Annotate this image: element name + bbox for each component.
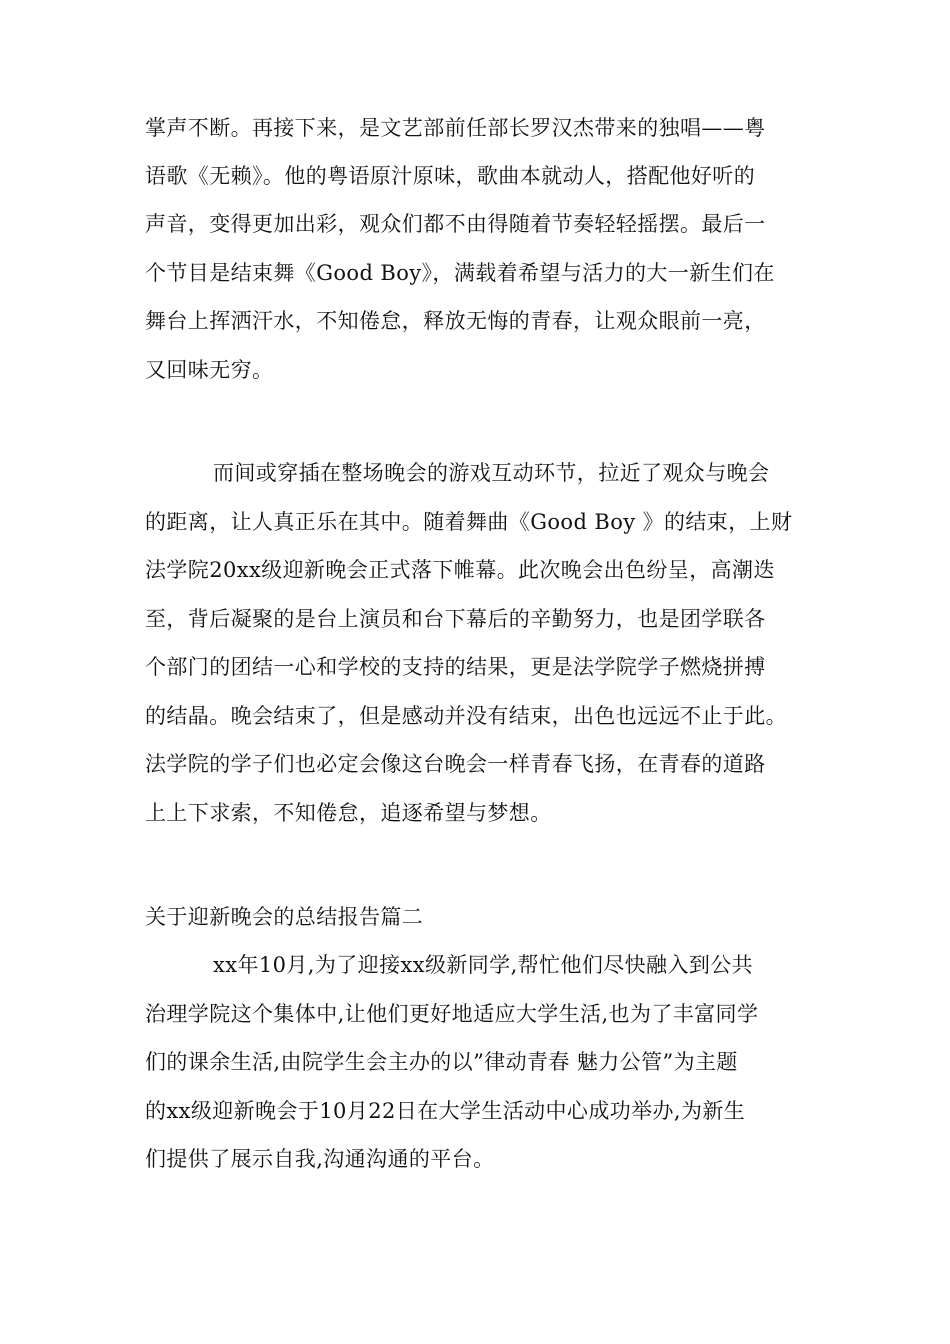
paragraph-2-line: 个部门的团结一心和学校的支持的结果，更是法学院学子燃烧拼搏 (145, 655, 766, 679)
paragraph-3-line: 治理学院这个集体中,让他们更好地适应大学生活,也为了丰富同学 (145, 1002, 759, 1026)
paragraph-1-line: 声音，变得更加出彩，观众们都不由得随着节奏轻轻摇摆。最后一 (145, 212, 766, 236)
paragraph-2-line: 法学院的学子们也必定会像这台晚会一样青春飞扬，在青春的道路 (145, 752, 766, 776)
paragraph-1-line: 又回味无穷。 (145, 358, 274, 382)
paragraph-2-line: 至，背后凝聚的是台上演员和台下幕后的辛勤努力，也是团学联各 (145, 607, 766, 631)
paragraph-3-line: 们的课余生活,由院学生会主办的以”律动青春 魅力公管”为主题 (145, 1050, 738, 1074)
paragraph-3-line: xx年10月,为了迎接xx级新同学,帮忙他们尽快融入到公共 (213, 953, 754, 977)
paragraph-2-line: 的结晶。晚会结束了，但是感动并没有结束，出色也远远不止于此。 (145, 704, 787, 728)
paragraph-2-line: 的距离，让人真正乐在其中。随着舞曲《Good Boy 》的结束，上财 (145, 510, 793, 534)
paragraph-1-line: 舞台上挥洒汗水，不知倦怠，释放无悔的青春，让观众眼前一亮， (145, 309, 766, 333)
paragraph-1-line: 语歌《无赖》。他的粤语原汁原味，歌曲本就动人，搭配他好听的 (145, 164, 756, 188)
paragraph-2-line: 上上下求索，不知倦怠，追逐希望与梦想。 (145, 801, 552, 825)
paragraph-2-line: 法学院20xx级迎新晚会正式落下帷幕。此次晚会出色纷呈，高潮迭 (145, 558, 775, 582)
paragraph-1-line: 掌声不断。再接下来，是文艺部前任部长罗汉杰带来的独唱——粤 (145, 116, 766, 140)
paragraph-3-line: 的xx级迎新晚会于10月22日在大学生活动中心成功举办,为新生 (145, 1099, 746, 1123)
paragraph-2-line: 而间或穿插在整场晚会的游戏互动环节，拉近了观众与晚会 (213, 461, 770, 485)
section-heading: 关于迎新晚会的总结报告篇二 (145, 905, 424, 929)
paragraph-3-line: 们提供了展示自我,沟通沟通的平台。 (145, 1147, 495, 1171)
paragraph-1-line: 个节目是结束舞《Good Boy》，满载着希望与活力的大一新生们在 (145, 261, 775, 285)
